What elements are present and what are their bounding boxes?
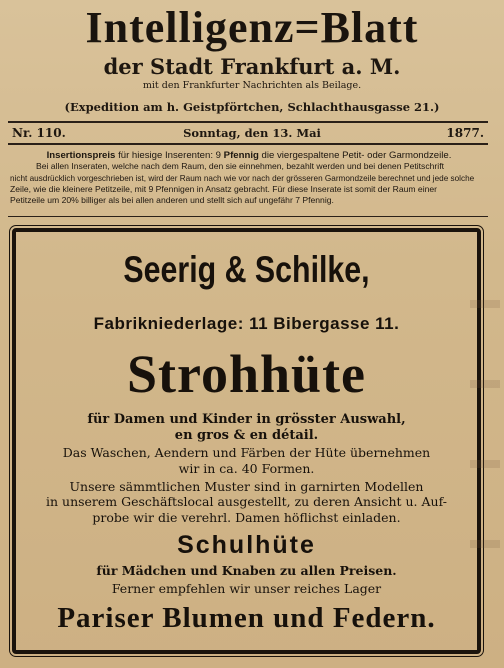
insertion-lead-tail: die viergespaltene Petit- oder Garmondzeile. (261, 150, 452, 161)
insertion-price-notice (10, 150, 488, 206)
header-rule-bottom (8, 143, 488, 145)
ad-line-1: für Damen und Kinder in grösster Auswahl, (87, 412, 406, 427)
insertion-line-5: Petitzeile um 20% billiger als bei allen anderen und stellt sich auf ungefähr 7 Pfennig. (10, 195, 334, 206)
ad-line-9: Ferner empfehlen wir unser reiches Lager (111, 581, 382, 596)
ad-line-7: probe wir die verehrl. Damen höflichst einladen. (92, 510, 401, 525)
ad-line-3: Das Waschen, Aendern und Färben der Hüte übernehmen (62, 445, 431, 460)
masthead-subtitle: der Stadt Frankfurt a. M. (103, 54, 401, 79)
show-through-mark (470, 460, 500, 468)
issue-year: 1877. (446, 126, 484, 140)
show-through-mark (470, 380, 500, 388)
ad-location: Fabrikniederlage: 11 Bibergasse 11. (93, 314, 400, 333)
header-rule-top (8, 121, 488, 123)
masthead-title: Intelligenz=Blatt (85, 3, 419, 52)
ad-line-5: Unsere sämmtlichen Muster sind in garnirten Modellen (69, 479, 424, 494)
ad-line-6: in unserem Geschäftslocal ausgestellt, zu deren Ansicht u. Auf- (46, 494, 447, 509)
issue-number: Nr. 110. (12, 126, 66, 140)
ad-firm-name: Seerig & Schilke, (123, 249, 370, 290)
masthead-subsubtitle: mit den Frankfurter Nachrichten als Beilage. (142, 80, 362, 91)
ad-line-4: wir in ca. 40 Formen. (178, 461, 315, 476)
ad-subheadline: Schulhüte (177, 531, 316, 559)
expedition-line: (Expedition am h. Geistpförtchen, Schlachthausgasse 21.) (64, 100, 440, 114)
issue-date: Sonntag, den 13. Mai (183, 126, 321, 140)
insertion-lead-bold: Insertionspreis (46, 150, 116, 161)
ad-line-8: für Mädchen und Knaben zu allen Preisen. (96, 563, 397, 578)
insertion-lead-rest: für hiesige Inserenten: 9 (118, 150, 221, 161)
ad-line-2: en gros & en détail. (174, 428, 319, 443)
insertion-line-4: Zeile, wie die kleinere Petitzeile, mit 9 Pfennigen in Ansatz gebracht. Für diese Inserate ist somit der Raum einer (10, 183, 438, 194)
ad-closing: Pariser Blumen und Federn. (57, 602, 436, 634)
insertion-line-2: Bei allen Inseraten, welche nach dem Raum, den sie einnehmen, bezahlt werden und bei denen Petitschrift (36, 161, 444, 172)
insertion-line-3: nicht ausdrücklich vorgeschrieben ist, wird der Raum nach wie vor nach der grösseren Garmondzeile berechnet und jede solche (10, 173, 475, 183)
notice-rule (8, 216, 488, 217)
ad-headline: Strohhüte (126, 344, 367, 404)
insertion-lead-price: Pfennig (223, 150, 259, 161)
show-through-mark (470, 540, 500, 548)
show-through-mark (470, 300, 500, 308)
